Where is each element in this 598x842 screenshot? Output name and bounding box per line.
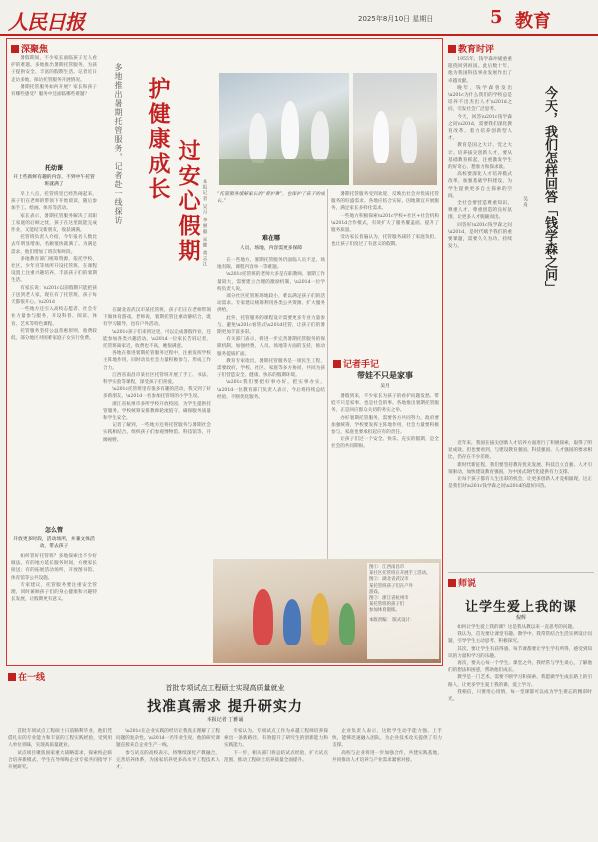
section-divider — [448, 572, 594, 573]
teacher-title: 让学生爱上我的课 — [464, 600, 577, 615]
reporter-note-title: 带娃不只是家事 — [357, 370, 413, 380]
commentary-title: 今天，我们怎样回答「钱学森之问」 — [542, 86, 557, 294]
reporter-note-tag-label: 记者手记 — [343, 360, 380, 370]
reporter-note-tag — [333, 357, 379, 370]
newspaper-logo: 人民日报 — [8, 10, 84, 34]
section3-text: 在一些地方，暑期托管服务仍面临人员不足、场地有限、课程内容单一等难题。 \u201c托管班的老师大多是在职教师，暑期工作量较大，需要建立合理的激励机制。\u201d一位学校负责人说。 部分社区托管班场地较小，难以满足孩子们的活动需求。专家建议统筹利用各类公共资源，扩大服务供给。 此外，托管服务的课程设计需要更多专业力量参与，避免\u201c看管式\u201d托管，让孩子们的暑期更加丰富多彩。 有关部门表示，将进一步完善暑期托管服务的保障机制，加强经费、人员、场地等方面的支持，推动服务提质扩面。 教育专家指出，暑期托管服务是一项民生工程，需要政府、学校、社区、家庭等多方协同，共同为孩子们营造安全、健康、快乐的假期环境。 \u201c我们要把好事办好，把实事办实。\u201d一位教育部门负责人表示，今后将持续总结经验，不断优化服务。 — [217, 258, 325, 400]
feature-headline-1: 护健康成长 — [145, 77, 171, 202]
bottom-text-2: \u201c在企业实践的经历让我真正理解了工程问题的复杂性。\u201d一名毕业生说，他的研究课题直接来自企业生产一线。 参与试点的高校表示，将继续深化产教融合，完善培养体系，为国家培养更多高水平工程技术人才。 — [116, 729, 220, 771]
teacher-tag-label: 师说 — [458, 579, 477, 589]
feature-middle-text-1: 在湖北省武汉市某托管班，孩子们正在老师带领下做体育游戏。老师说，暑期托管注重动静结合，既有学习辅导，也有户外活动。 \u201c孩子们来到这里，可以完成暑假作业，还能参加各类兴趣活动。\u201d一位家长告诉记者，托管班离家近，收费也不高，她很满意。 各地在推进暑期托管服务过程中，注重发挥学校主阵地作用，同时动员社会力量积极参与，形成工作合力。 江西省南昌市某社区托管班开展了手工、书法、科学实验等课程，深受孩子们喜爱。 \u201c托管班里有很多有趣的活动，我交到了好多新朋友。\u201d一名参加托管班的小学生说。 浙江省杭州市多所学校开放校园，为学生提供托管服务。学校统筹安排教师轮流值守，确保服务质量和学生安全。 记者了解到，一些地方还将托管服务与暑期社会实践相结合，组织孩子们参观博物馆、科技馆等，开阔视野。 — [103, 308, 211, 443]
commentary-author: 吴舟 — [522, 196, 528, 208]
feature-intro-text: 暑假期间，不少家长面临孩子无人看护的难题。多地推出暑期托管服务，为孩子提供安全、丰富的假期生活。记者近日走访多地，探访托管服务开展情况。 暑期托管服务如何开展？家长和孩子有哪些感受？服务中还面临哪些难题？ — [11, 56, 97, 98]
section2-text: 如何管好托管班？多地探索出不少好做法。有的地方延长服务时间，方便家长接送；有的拓展活动场所，开放图书馆、体育馆等公共设施。 专家建议，托管服务要注重安全管理，同时兼顾孩子们的身心健康和兴趣特长发展，让假期更有意义。 — [11, 554, 97, 603]
bottom-tag-label: 在一线 — [18, 673, 46, 683]
reporter-note-author: 吴月 — [380, 384, 390, 389]
page-number: 5 — [490, 7, 503, 28]
feature-right-text: 暑期托管服务受到欢迎，反映出社会对优质托管服务的旺盛需求。各地应结合实际，因地制宜开展服务，满足家长多样化需求。 一些地方积极探索\u201c学校+社区+社会机构\u201d合作模式，有效扩大了服务覆盖面，提升了服务质量。 受访家长普遍认为，托管服务减轻了家庭负担，也让孩子们度过了有意义的假期。 — [331, 192, 439, 248]
commentary-tag-label: 教育时评 — [458, 45, 495, 55]
feature-headline-2: 过安心假期 — [175, 139, 201, 264]
caption-line: 某托管班孩子们在户外 — [369, 583, 413, 589]
photo-caption — [367, 563, 439, 659]
caption-line: 图②：湖北省武汉市 — [369, 577, 409, 583]
issue-date: 2025年8月10日 星期日 — [358, 15, 434, 23]
bottom-text-3: 专家认为，专项试点工作为卓越工程师培养探索出一条新路径，有效提升了研究生的创新能力和实践能力。 下一步，相关部门将总结试点经验，扩大试点范围，推动工程硕士培养质量全面提升。 — [224, 729, 328, 763]
section1-subtitle: 开上些新鲜有趣的内容，不到中午托管班就满了 — [13, 175, 95, 187]
caption-line: 某托管班的孩子们 — [369, 602, 405, 608]
feature-subheadline: 多地推出暑期托管服务，记者赴一线探访 — [114, 63, 123, 225]
commentary-text-2: 近年来，我国在拔尖创新人才培养方面进行了积极探索，取得了明显成效。但也要看到，与建设教育强国、科技强国、人才强国的要求相比，仍存在不少差距。 新时代新征程，我们要坚持教育优先发展、科技自立自强、人才引领驱动，加快建设教育强国，为中国式现代化提供有力支撑。 让每个孩子都有人生出彩的机会，让更多创新人才竞相涌现，这正是我们对\u201c钱学森之问\u201d的最好回答。 — [448, 441, 592, 490]
feature-photo-top — [219, 73, 349, 185]
feature-article[interactable] — [6, 38, 443, 666]
section2-title: 怎么管 — [44, 527, 63, 534]
child-figure-8 — [311, 593, 329, 645]
ground — [219, 159, 349, 185]
feature-photo-right — [353, 73, 437, 185]
child-figure-1 — [249, 113, 267, 163]
caption-credit: 本版责编： 版式设计： — [369, 617, 415, 623]
child-figure-9 — [339, 603, 355, 645]
reporter-note-text: 暑假到来，不少家长为孩子的看护问题发愁。带娃不只是家事，也是社会的事。各地推出暑期托管服务，正是回应群众关切的务实之举。 办好暑期托管服务，需要各方共同努力。政府要加强统筹，学校要发挥主阵地作用，社会力量要积极参与，家庭也要承担起应有的责任。 让孩子们过一个安全、快乐、充实的假期，是全社会的共同期盼。 — [331, 394, 439, 450]
bottom-tag — [8, 670, 45, 683]
child-figure-7 — [283, 599, 301, 645]
tag-marker-icon — [448, 579, 456, 587]
caption-line: 游戏。 — [369, 589, 383, 595]
section1-text: 早上八点，托管班里已经热闹起来。孩子们在老师的带领下开始晨读，随后参加手工、绘画、体育等活动。 家长表示，暑期托管服务解决了双职工家庭的后顾之忧，孩子在这里既能完成作业，又能结交新朋友，收获满满。 托管班负责人介绍，今年报名人数比去年明显增加，名额很快就满了。为满足需求，他们增加了班次和时段。 多地教育部门统筹资源，依托学校、社区、少年宫等场所开设托管班，在课程设置上注重兴趣培养，丰富孩子们的暑期生活。 有家长说：\u201c以前假期只能把孩子送到老人家，现在有了托管班，孩子每天都很开心。\u201d 一些地方还引入高校志愿者、社会专业力量参与服务，开设科普、阅读、体育、艺术等特色课程。 托管服务坚持公益普惠原则，收费较低，部分地区对困难家庭子女实行免费。 — [11, 192, 97, 342]
commentary-tag — [448, 42, 494, 55]
teacher-author: 倪辉 — [515, 615, 526, 621]
bottom-byline: 本报记者 丁雅诵 — [206, 717, 244, 723]
feature-bylines: 本报记者 吴月 李丽毅 宋健 黄志江 — [202, 179, 207, 268]
masthead-rule — [0, 34, 598, 36]
section-title: 教育 — [515, 11, 551, 32]
section3-title: 难在哪 — [261, 235, 280, 242]
section2-subtitle: 开放更多时段，活动场所，并兼文体活动，带去孩子 — [13, 537, 95, 549]
section1-title: 托幼课 — [44, 165, 63, 172]
tag-marker-icon — [8, 673, 16, 681]
section3-subtitle: 人员，场地，内容需更多保障 — [239, 246, 303, 251]
bottom-text-1: 首批专项试点工程硕士日前顺利毕业，他们凭借扎实的专业能力和丰富的工程实践经验，受到用人单位青睐，实现高质量就业。 试点项目聚焦国家重大战略需求，探索校企联合培养新模式，学生在导师和企业专家共同指导下开展研究。 — [8, 729, 112, 771]
child-figure-4 — [373, 111, 389, 163]
feature-quote: “托管服务缓解家长的“看护难”，也保护了孩子的成长。” — [217, 192, 325, 205]
bottom-kicker: 首批专项试点工程硕士实现高质量就业 — [165, 684, 285, 692]
tag-marker-icon — [11, 45, 19, 53]
commentary-text-1: 1955年，钱学森冲破重重阻挠回到祖国。此后数十年，他为我国科技事业发展作出了卓越贡献。 晚年，钱学森曾发出\u201c为什么我们的学校总是培养不出杰出人才\u201d之问，引发社会广泛思考。 今天，回答\u201c钱学森之问\u201d，需要我们深化教育改革，着力培养创新型人才。 教育是国之大计、党之大计。培养拔尖创新人才，要从基础教育抓起，注重激发学生的好奇心、想象力和探求欲。 高校要深化人才培养模式改革，加强基础学科建设，为学生提供更多自主探索的空间。 全社会要营造尊重知识、尊重人才、尊重创造的良好氛围，让更多人才脱颖而出。 回答好\u201c钱学森之问\u201d，是时代赋予我们的重要课题，需要久久为功、持续发力。 — [448, 57, 512, 250]
feature-tag — [11, 42, 48, 55]
child-figure-3 — [311, 111, 329, 161]
caption-line: 图③：浙江省杭州市 — [369, 596, 409, 602]
caption-line: 图①：江西南昌市 — [369, 565, 405, 570]
caption-line: 参加体育锻炼。 — [369, 608, 400, 614]
bottom-title: 找准真需求 提升研实力 — [147, 699, 303, 715]
teacher-tag — [448, 576, 476, 589]
child-figure-5 — [401, 117, 417, 163]
teacher-text: 如何让学生爱上我的课？这是我从教以来一直思考的问题。 我认为，首先要让课堂有趣。教学中，我常常结合生活实例设计问题，引导学生主动思考、积极探究。 其次，要让学生有获得感。每节课都要让学生学有所得，感受到知识的力量和学习的乐趣。 再次，要关心每一个学生。课堂之外，我经常与学生谈心，了解他们的想法和困惑，帮助他们成长。 教学是一门艺术，需要不断学习和探索。我愿做学生成长路上的引路人，让更多学生爱上我的课，爱上学习。 我相信，只要用心用情，每一堂课都可以成为学生难忘的精彩时光。 — [448, 625, 592, 703]
child-figure-2 — [281, 101, 299, 159]
caption-line: 某社区托管班在开展手工活动。 — [369, 571, 431, 577]
tag-marker-icon — [333, 360, 341, 368]
bottom-text-4: 企业负责人表示，这批学生动手能力强、上手快，能够迅速融入团队，为企业技术攻关提供了有力支撑。 高校与企业将进一步加强合作，共建实践基地，共同推动人才培养与产业需求紧密对接。 — [332, 729, 442, 763]
child-figure-6 — [253, 589, 273, 645]
feature-tag-label: 深聚焦 — [21, 45, 49, 55]
tag-marker-icon — [448, 45, 456, 53]
